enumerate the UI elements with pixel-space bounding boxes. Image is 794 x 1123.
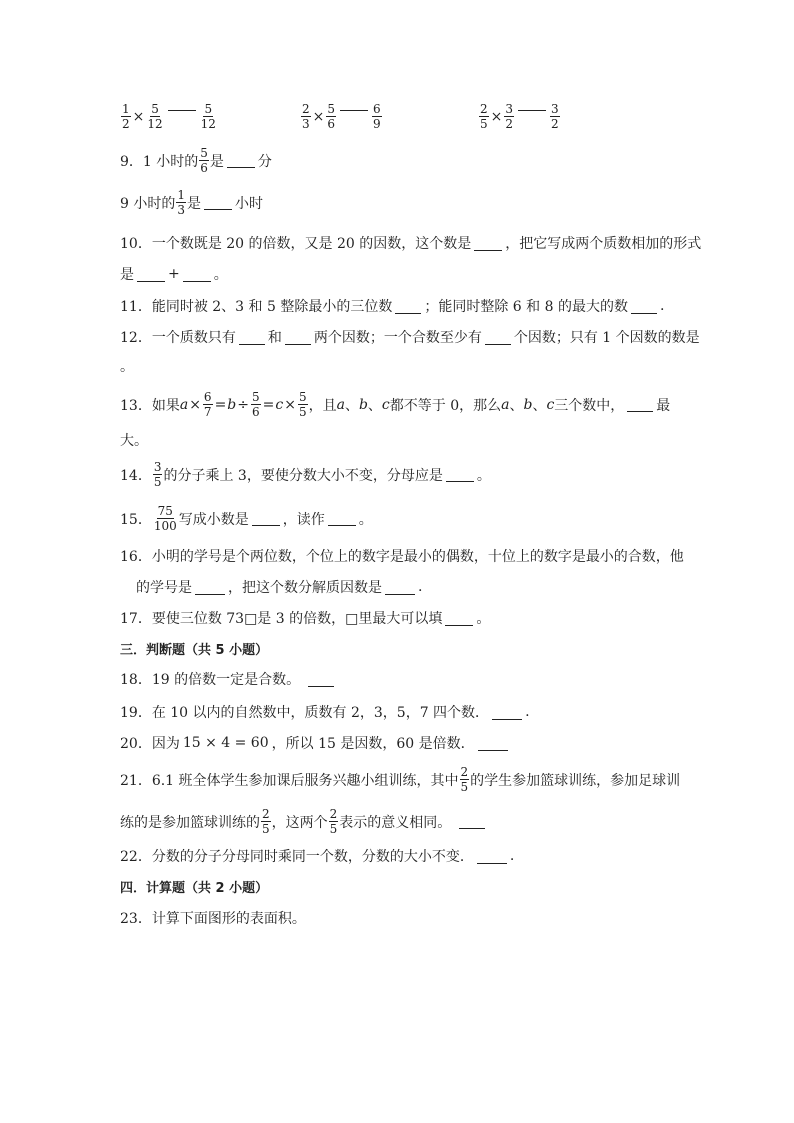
question-10b: 是 + 。 — [120, 266, 228, 283]
question-17: 17．要使三位数 73□是 3 的倍数，□里最大可以填 。 — [120, 611, 491, 627]
compare-expr-1: $\frac{1}{2}$ × $\frac{5}{12}$ $\frac{5}{12}$ — [122, 102, 216, 131]
answer-blank[interactable] — [445, 611, 473, 626]
answer-blank[interactable] — [459, 814, 485, 829]
question-12b: 。 — [120, 359, 134, 375]
question-13b: 大。 — [120, 433, 148, 449]
fraction: $\frac{3}{2}$ — [505, 102, 514, 131]
answer-blank[interactable] — [631, 299, 657, 314]
compare-blank[interactable] — [518, 110, 546, 111]
fraction: $\frac{5}{5}$ — [298, 390, 307, 419]
answer-blank[interactable] — [308, 672, 334, 687]
fraction: $\frac{6}{7}$ — [203, 390, 212, 419]
answer-blank[interactable] — [252, 511, 280, 526]
answer-blank[interactable] — [137, 267, 165, 282]
answer-blank[interactable] — [446, 467, 474, 482]
fraction: $\frac{1}{3}$ — [177, 188, 185, 217]
fraction: $\frac{3}{2}$ — [551, 102, 559, 131]
fraction: $\frac{6}{9}$ — [373, 102, 381, 131]
answer-blank[interactable] — [239, 330, 265, 345]
answer-blank[interactable] — [395, 299, 421, 314]
answer-blank[interactable] — [227, 153, 255, 168]
question-16: 16．小明的学号是个两位数，个位上的数字是最小的偶数，十位上的数字是最小的合数，他 — [120, 549, 684, 565]
answer-blank[interactable] — [385, 580, 415, 595]
answer-blank[interactable] — [195, 580, 225, 595]
question-11: 11．能同时被 2、3 和 5 整除最小的三位数 ；能同时整除 6 和 8 的最大的数 . — [120, 298, 665, 315]
question-16b: 的学号是 ，把这个数分解质因数是 . — [136, 579, 423, 596]
answer-blank[interactable] — [328, 511, 356, 526]
answer-blank[interactable] — [492, 705, 522, 720]
question-9: 9．1 小时的 $\frac{5}{6}$ 是 分 — [120, 146, 272, 175]
question-19: 19．在 10 以内的自然数中，质数有 2，3，5，7 四个数． . — [120, 704, 530, 721]
question-18: 18．19 的倍数一定是合数。 — [120, 669, 337, 689]
question-15: 15． $\frac{75}{100}$ 写成小数是 ，读作 。 — [120, 504, 373, 533]
fraction: $\frac{75}{100}$ — [153, 504, 177, 533]
fraction: $\frac{3}{5}$ — [153, 460, 162, 489]
question-10: 10．一个数既是 20 的倍数，又是 20 的因数，这个数是 ，把它写成两个质数相加的形式 — [120, 236, 702, 252]
fraction: $\frac{5}{6}$ — [200, 146, 208, 175]
fraction: $\frac{5}{6}$ — [327, 102, 336, 131]
fraction: $\frac{2}{5}$ — [480, 102, 488, 131]
question-21: 21．6.1 班全体学生参加课后服务兴趣小组训练，其中 $\frac{2}{5}$ 的学生参加篮球训练，参加足球训 — [120, 765, 681, 794]
fraction: $\frac{2}{5}$ — [329, 807, 338, 836]
compare-blank[interactable] — [168, 110, 196, 111]
question-21b: 练的是参加篮球训练的 $\frac{2}{5}$ ，这两个 $\frac{2}{5}$ 表示的意义相同。 — [120, 808, 488, 835]
question-14: 14． $\frac{3}{5}$ 的分子乘上 3，要使分数大小不变，分母应是 。 — [120, 460, 491, 489]
question-13: 13．如果 a × $\frac{6}{7}$ = b ÷ $\frac{5}{6}$ = c × $\frac{5}{5}$ ，且 a 、 b 、 c 都不等于 0，那么 a 、 b 、 c 三个数中， 最 — [120, 390, 671, 419]
question-12: 12．一个质数只有 和 两个因数；一个合数至少有 个因数；只有 1 个因数的数是 — [120, 330, 700, 346]
answer-blank[interactable] — [477, 849, 507, 864]
fraction: $\frac{2}{5}$ — [460, 765, 469, 794]
fraction: $\frac{5}{6}$ — [252, 390, 260, 419]
compare-expr-2: $\frac{2}{3}$ × $\frac{5}{6}$ $\frac{6}{9}$ — [302, 102, 381, 131]
question-22: 22．分数的分子分母同时乘同一个数，分数的大小不变． . — [120, 848, 515, 865]
fraction: $\frac{2}{3}$ — [302, 102, 310, 131]
answer-blank[interactable] — [474, 236, 502, 251]
fraction: $\frac{5}{12}$ — [147, 102, 163, 131]
section-heading-4: 四．计算题（共 2 小题） — [120, 881, 269, 896]
fraction: $\frac{5}{12}$ — [200, 102, 216, 131]
compare-blank[interactable] — [340, 110, 368, 111]
answer-blank[interactable] — [183, 267, 211, 282]
answer-blank[interactable] — [478, 736, 508, 751]
answer-blank[interactable] — [485, 330, 511, 345]
section-heading-3: 三．判断题（共 5 小题） — [120, 643, 269, 658]
question-20: 20．因为 15 × 4 = 60 ，所以 15 是因数，60 是倍数． — [120, 733, 511, 753]
answer-blank[interactable] — [285, 330, 311, 345]
fraction: $\frac{1}{2}$ — [122, 102, 130, 131]
question-9b: 9 小时的 $\frac{1}{3}$ 是 小时 — [120, 188, 263, 217]
compare-expr-3: $\frac{2}{5}$ × $\frac{3}{2}$ $\frac{3}{2}$ — [480, 102, 559, 131]
fraction: $\frac{2}{5}$ — [262, 807, 270, 836]
answer-blank[interactable] — [204, 195, 232, 210]
answer-blank[interactable] — [627, 397, 653, 412]
question-23: 23．计算下面图形的表面积。 — [120, 911, 306, 927]
